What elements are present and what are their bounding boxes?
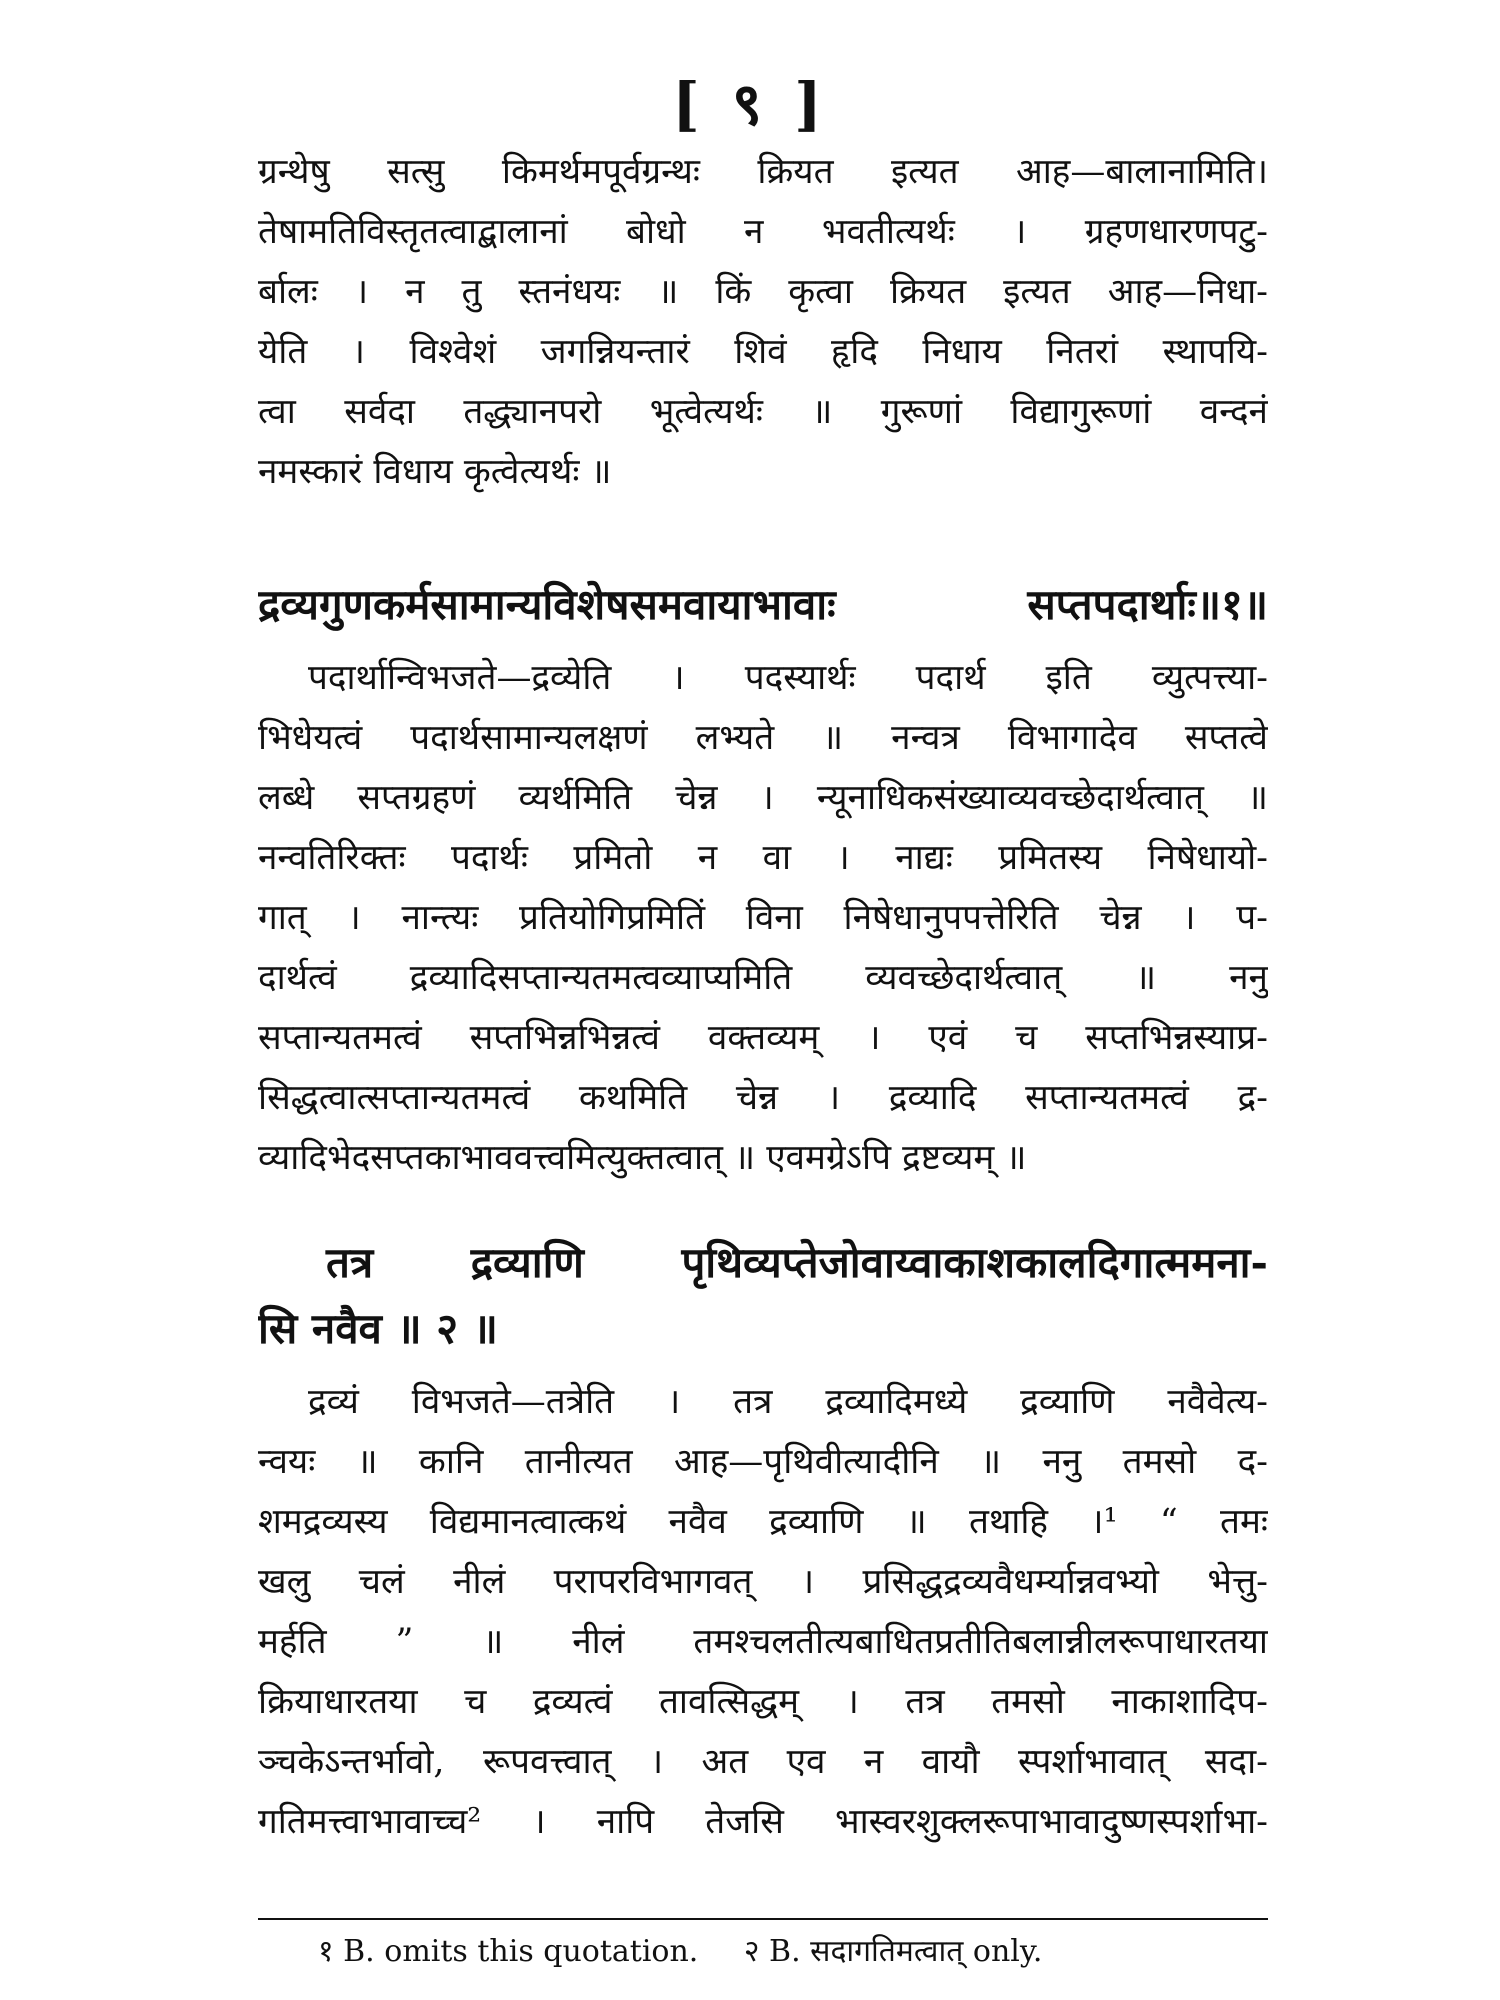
commentary-line: गात् । नान्त्यः प्रतियोगिप्रमितिं विना निषेधानुपपत्तेरिति चेन्न । प- xyxy=(258,898,1268,938)
commentary-line: येति । विश्वेशं जगन्नियन्तारं शिवं हृदि निधाय नितरां स्थापयि- xyxy=(258,332,1268,372)
footnote-divider xyxy=(258,1918,1268,1920)
commentary-line: तेषामतिविस्तृतत्वाद्बालानां बोधो न भवतीत्यर्थः । ग्रहणधारणपटु- xyxy=(258,212,1268,252)
commentary-block-2 xyxy=(258,648,1268,1188)
footnote-1: १ B. omits this quotation. xyxy=(318,1934,699,1969)
commentary-line: गतिमत्त्वाभावाच्च² । नापि तेजसि भास्वरशुक्लरूपाभावादुष्णस्पर्शाभा- xyxy=(258,1802,1268,1842)
commentary-line: खलु चलं नीलं परापरविभागवत् । प्रसिद्धद्रव्यवैधर्म्यान्नवभ्यो भेत्तु- xyxy=(258,1562,1268,1602)
commentary-line: पदार्थान्विभजते—द्रव्येति । पदस्यार्थः पदार्थ इति व्युत्पत्त्या- xyxy=(308,658,1268,698)
commentary-line: नमस्कारं विधाय कृत्वेत्यर्थः ॥ xyxy=(258,452,612,492)
sutra-line: द्रव्यगुणकर्मसामान्यविशेषसमवायाभावाः सप्तपदार्थाः॥१॥ xyxy=(258,580,1268,629)
commentary-line: ग्रन्थेषु सत्सु किमर्थमपूर्वग्रन्थः क्रियत इत्यत आह—बालानामिति। xyxy=(258,152,1268,192)
sutra-line: तत्र द्रव्याणि पृथिव्यप्तेजोवाय्वाकाशकालदिगात्ममना- xyxy=(326,1238,1268,1287)
commentary-block-1 xyxy=(258,142,1268,502)
footnote-2: २ B. सदागतिमत्वात् only. xyxy=(743,1934,1043,1969)
sutra-block-2 xyxy=(258,1230,1268,1362)
commentary-line: र्बालः । न तु स्तनंधयः ॥ किं कृत्वा क्रियत इत्यत आह—निधा- xyxy=(258,272,1268,312)
commentary-line: लब्धे सप्तग्रहणं व्यर्थमिति चेन्न । न्यूनाधिकसंख्याव्यवच्छेदार्थत्वात् ॥ xyxy=(258,778,1268,818)
commentary-line: भिधेयत्वं पदार्थसामान्यलक्षणं लभ्यते ॥ नन्वत्र विभागादेव सप्तत्वे xyxy=(258,718,1268,758)
sutra-block-1 xyxy=(258,572,1268,638)
commentary-line: सप्तान्यतमत्वं सप्तभिन्नभिन्नत्वं वक्तव्यम् । एवं च सप्तभिन्नस्याप्र- xyxy=(258,1018,1268,1058)
commentary-line: ञ्चकेऽन्तर्भावो, रूपवत्त्वात् । अत एव न वायौ स्पर्शाभावात् सदा- xyxy=(258,1742,1268,1782)
commentary-line: सिद्धत्वात्सप्तान्यतमत्वं कथमिति चेन्न । द्रव्यादि सप्तान्यतमत्वं द्र- xyxy=(258,1078,1268,1118)
commentary-line: शमद्रव्यस्य विद्यमानत्वात्कथं नवैव द्रव्याणि ॥ तथाहि ।¹ “ तमः xyxy=(258,1502,1268,1542)
commentary-line: व्यादिभेदसप्तकाभाववत्त्वमित्युक्तत्वात् ॥ एवमग्रेऽपि द्रष्टव्यम् ॥ xyxy=(258,1138,1027,1178)
footnotes xyxy=(318,1930,1268,1974)
commentary-line: न्वयः ॥ कानि तानीत्यत आह—पृथिवीत्यादीनि ॥ ननु तमसो द- xyxy=(258,1442,1268,1482)
commentary-line: द्रव्यं विभजते—तत्रेति । तत्र द्रव्यादिमध्ये द्रव्याणि नवैवेत्य- xyxy=(308,1382,1268,1422)
commentary-line: क्रियाधारतया च द्रव्यत्वं तावत्सिद्धम् । तत्र तमसो नाकाशादिप- xyxy=(258,1682,1268,1722)
commentary-line: नन्वतिरिक्तः पदार्थः प्रमितो न वा । नाद्यः प्रमितस्य निषेधायो- xyxy=(258,838,1268,878)
commentary-line: मर्हति ” ॥ नीलं तमश्चलतीत्यबाधितप्रतीतिबलान्नीलरूपाधारतया xyxy=(258,1622,1268,1662)
commentary-line: दार्थत्वं द्रव्यादिसप्तान्यतमत्वव्याप्यमिति व्यवच्छेदार्थत्वात् ॥ ननु xyxy=(258,958,1268,998)
commentary-line: त्वा सर्वदा तद्ध्यानपरो भूत्वेत्यर्थः ॥ गुरूणां विद्यागुरूणां वन्दनं xyxy=(258,392,1268,432)
commentary-block-3 xyxy=(258,1372,1268,1852)
page-number: [ ९ ] xyxy=(672,70,828,138)
sutra-line: सि नवैव ॥ २ ॥ xyxy=(258,1304,498,1353)
